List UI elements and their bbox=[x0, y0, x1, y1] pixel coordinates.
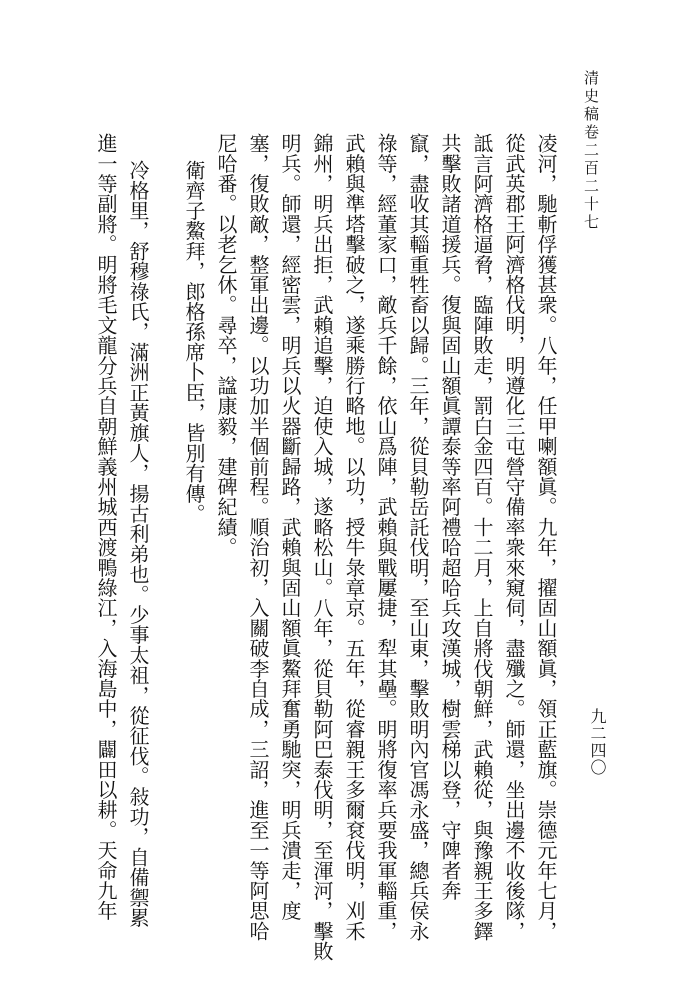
page-number: 九二四〇 bbox=[588, 708, 607, 776]
text-column: 共擊敗諸道援兵。復與固山額眞譚泰等率阿禮哈超哈兵攻漢城，樹雲梯以登，守陴者奔 bbox=[438, 133, 462, 901]
text-column: 錦州，明兵出拒，武賴追擊，迫使入城，遂略松山。八年，從貝勒阿巴泰伐明，至渾河，擊敗 bbox=[310, 133, 334, 962]
text-column: 祿等，經董家口，敵兵千餘，依山爲陣，武賴與戰屢捷，犁其壘。明將復率兵要我軍輜重， bbox=[374, 133, 398, 941]
text-column: 明兵。師還，經密雲，明兵以火器斷歸路，武賴與固山額眞鰲拜奮勇馳突，明兵潰走，度 bbox=[278, 133, 302, 921]
text-column: 凌河，馳斬俘獲甚衆。八年，任甲喇額眞。九年，擢固山額眞，領正藍旗。崇德元年七月， bbox=[534, 133, 558, 941]
running-header: 清史稿卷二百二十七 bbox=[582, 70, 600, 232]
text-column: 尼哈番。以老乞休。尋卒，諡康毅，建碑紀績。 bbox=[214, 133, 238, 558]
text-column: 冷格里，舒穆祿氏，滿洲正黃旗人，揚古利弟也。少事太祖，從征伐。敍功，自備禦累 bbox=[126, 160, 150, 928]
text-column: 詆言阿濟格逼脅，臨陣敗走，罰白金四百。十二月，上自將伐朝鮮，武賴從，與豫親王多鐸 bbox=[470, 133, 494, 941]
text-column: 進一等副將。明將毛文龍分兵自朝鮮義州城西渡鴨綠江，入海島中，闢田以耕。天命九年 bbox=[94, 133, 118, 921]
text-column: 武賴與準塔擊破之，遂乘勝行略地。以功，授牛彔章京。五年，從睿親王多爾袞伐明，刈禾 bbox=[342, 133, 366, 941]
text-column: 衛齊子鰲拜，郎格孫席卜臣，皆別有傳。 bbox=[182, 160, 206, 524]
text-column: 塞，復敗敵，整軍出邊。以功加半個前程。順治初，入關破李自成，三詔，進至一等阿思哈 bbox=[246, 133, 270, 941]
text-column: 竄，盡收其輜重牲畜以歸。三年，從貝勒岳託伐明，至山東，擊敗明內官馮永盛，總兵侯永 bbox=[406, 133, 430, 941]
text-column: 從武英郡王阿濟格伐明，明遵化三屯營守備率衆來窺伺，盡殲之。師還，坐出邊不收後隊， bbox=[502, 133, 526, 941]
